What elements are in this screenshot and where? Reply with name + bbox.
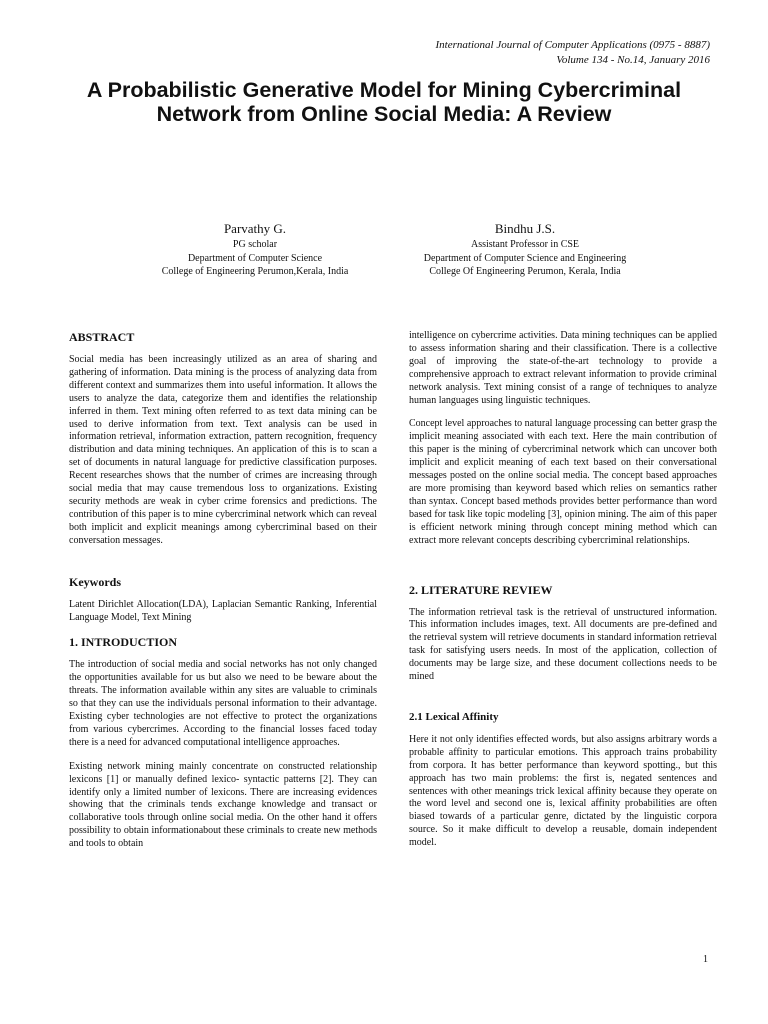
author-2-dept: Department of Computer Science and Engineering [423,252,627,264]
left-column [69,330,377,862]
journal-volume: Volume 134 - No.14, January 2016 [556,54,710,66]
journal-header [436,38,710,68]
lexical-affinity-heading: 2.1 Lexical Affinity [409,710,499,723]
abstract-text: Social media has been increasingly utilized as an area of sharing and gathering of information. Data mining is the process of analyzing data from different context and summarizes them into useful information. It allows the users to analyze the data, categorize them and identifies the relationship inferred in them. Text mining often referred to as text data mining can be used to derive information from text. Text analysis can be used in information retrieval, information extraction, pattern recognition, frequency distribution and data mining techniques. An application of this is to scan a set of documents in natural language for predictive classification purposes. Recent researches shows that the number of crimes are increasing through social media that may cause tremendous loss to organizations. Existing security methods are weak in cyber crime forensics and predictions. The contribution of this paper is to mine cybercriminal network which can reveal both implicit and explicit meanings among cybercriminal based on their conversation messages. [69,354,377,546]
author-1-name: Parvathy G. [223,221,287,236]
page-number: 1 [703,954,708,965]
lexical-affinity-paragraph: Here it not only identifies effected words, but also assigns arbitrary words a probable affinity to particular emotions. This approach trains probability from corpora. It has better performance than keyword spotting., but this approach has two main problems: the first is, negated sentences and sentences with other meanings trick lexical affinity because they operate on the word level and second one is, lexical affinity probabilities are often biased towards of a particular genre, dictated by the linguistic corpora source. So it make difficult to develop a reusable, domain independent model. [409,733,717,849]
author-1-role: PG scholar [232,239,278,250]
author-2-inst: College Of Engineering Perumon, Kerala, India [429,266,621,277]
keywords-heading: Keywords [69,574,121,589]
author-2 [395,220,655,279]
author-1-dept: Department of Computer Science [187,252,323,264]
right-column [409,330,717,861]
introduction-paragraph-3: intelligence on cybercrime activities. Data mining techniques can be applied to assess information sharing and their classification. There is a collective goal of improving the state-of-the-art technology to provide a comprehensive approach to extract relevant information to provide criminal network analysis. Text mining consist of a range of techniques to analyze human languages using linguistic techniques. [409,330,717,406]
keywords-text: Latent Dirichlet Allocation(LDA), Laplacian Semantic Ranking, Inferential Language Model, Text Mining [69,598,377,623]
literature-heading: 2. LITERATURE REVIEW [409,582,553,597]
author-2-role: Assistant Professor in CSE [470,239,580,250]
author-1 [125,220,385,279]
introduction-paragraph-2: Existing network mining mainly concentrate on constructed relationship lexicons [1] or manually defined lexico- syntactic patterns [2]. They can identify only a limited number of lexicons. There are increasing evidences showing that the criminals tends exchange knowledge and transact or collaborative tools through online social media. On the other hand it offers possibility to obtain informationabout these criminals to create new methods and tools to obtain [69,760,377,850]
journal-name: International Journal of Computer Applications (0975 - 8887) [435,39,710,51]
paper-title: A Probabilistic Generative Model for Mining Cybercriminal Network from Online Social Media: A Review [86,78,682,126]
author-2-name: Bindhu J.S. [494,221,556,236]
author-1-inst: College of Engineering Perumon,Kerala, India [161,266,349,277]
introduction-paragraph-1: The introduction of social media and social networks has not only changed the opportunities available for us but also we need to be beware about the threats. The information available within any sites are valuable to criminals so that they can use the individuals personal information to their advantage. Existing cyber technologies are not effective to protect the organizations from various cybercrimes. According to the financial losses faced today there is a need for advanced computational intelligence approaches. [69,659,377,748]
literature-paragraph-1: The information retrieval task is the retrieval of unstructured information. This information includes images, text. All documents are pre-defined and the retrieval system will retrieve documents in standard information retrieval task for satisfying users needs. In most of the application, collection of documents may be large size, and these document collections needs to be mined [409,606,717,683]
introduction-paragraph-4: Concept level approaches to natural language processing can better grasp the implicit meaning associated with each text. Here the main contribution of this paper is the mining of cybercriminal network which can uncover both implicit and explicit meaning of each text based on their conversational messages posted on the online social media. The concept based approaches are more promising than keyword based which relies on semantics rather than syntax. Concept based methods provides better performance than word based for task like topic modeling [3], opinion mining. The aim of this paper is efficient network mining through concept mining method which can extract more relevant concepts describing cybercriminal relationships. [409,418,717,546]
introduction-heading: 1. INTRODUCTION [69,635,178,650]
abstract-heading: ABSTRACT [69,330,135,344]
